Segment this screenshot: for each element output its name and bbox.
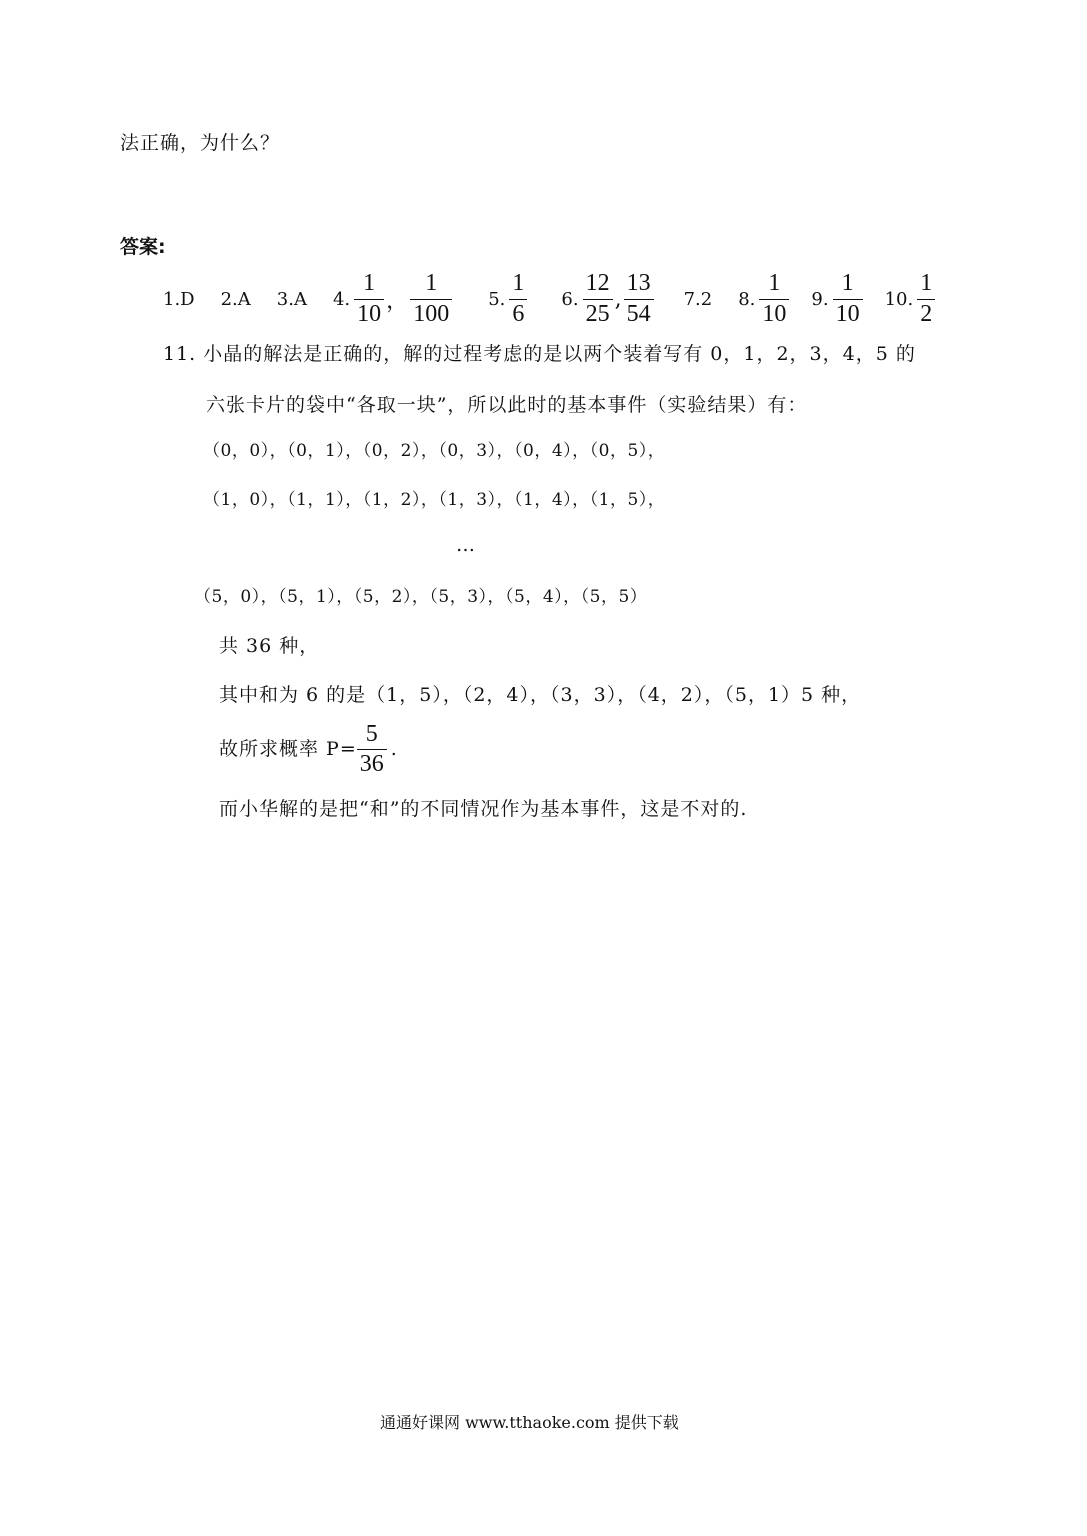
fraction: $\frac{12}{25}$ [583,271,613,326]
conclusion-line: 而小华解的是把“和”的不同情况作为基本事件，这是不对的. [219,798,748,820]
answer-3: 3.A [276,288,307,310]
answer-4: 4. $\frac{1}{10}$ ， $\frac{1}{100}$ [333,271,452,326]
fraction: $\frac{1}{2}$ [917,271,935,326]
q11-line-1: 11. 小晶的解法是正确的，解的过程考虑的是以两个装着写有 0，1，2，3，4，5 的 [163,343,916,365]
answers-heading: 答案: [120,236,166,258]
answer-5: 5. $\frac{1}{6}$ [488,271,527,326]
q11-line-2: 六张卡片的袋中“各取一块”，所以此时的基本事件（实验结果）有： [206,394,808,416]
answer-2: 2.A [220,288,251,310]
fraction: $\frac{1}{10}$ [354,271,384,326]
fraction: $\frac{1}{100}$ [410,271,452,326]
answer-7: 7.2 [683,288,713,310]
fraction: $\frac{1}{6}$ [509,271,527,326]
fraction: $\frac{1}{10}$ [759,271,789,326]
answers-row [163,268,957,330]
answer-1: 1.D [163,288,195,310]
sum-six-line: 其中和为 6 的是（1，5），（2，4），（3，3），（4，2），（5，1）5 种， [219,684,862,706]
probability-line: 故所求概率 P= $\frac{5}{36}$ . [219,721,398,778]
fraction: $\frac{1}{10}$ [833,271,863,326]
total-count: 共 36 种， [219,635,320,657]
outcomes-row-0: （0，0），（0，1），（0，2），（0，3），（0，4），（0，5）， [203,441,666,461]
fraction: $\frac{13}{54}$ [624,271,654,326]
outcomes-row-5: （5，0），（5，1），（5，2），（5，3），（5，4），（5，5） [194,587,648,607]
top-line: 法正确，为什么？ [120,132,281,154]
answer-6: 6. $\frac{12}{25}$ , $\frac{13}{54}$ [561,271,653,326]
footer-credit: 通通好课网 www.tthaoke.com 提供下载 [380,1413,679,1432]
outcomes-row-1: （1，0），（1，1），（1，2），（1，3），（1，4），（1，5）， [203,490,666,510]
answer-8: 8. $\frac{1}{10}$ [738,271,789,326]
probability-fraction: $\frac{5}{36}$ [357,722,387,777]
ellipsis: … [456,534,476,556]
answer-9: 9. $\frac{1}{10}$ [811,271,862,326]
answer-10: 10. $\frac{1}{2}$ [885,271,936,326]
